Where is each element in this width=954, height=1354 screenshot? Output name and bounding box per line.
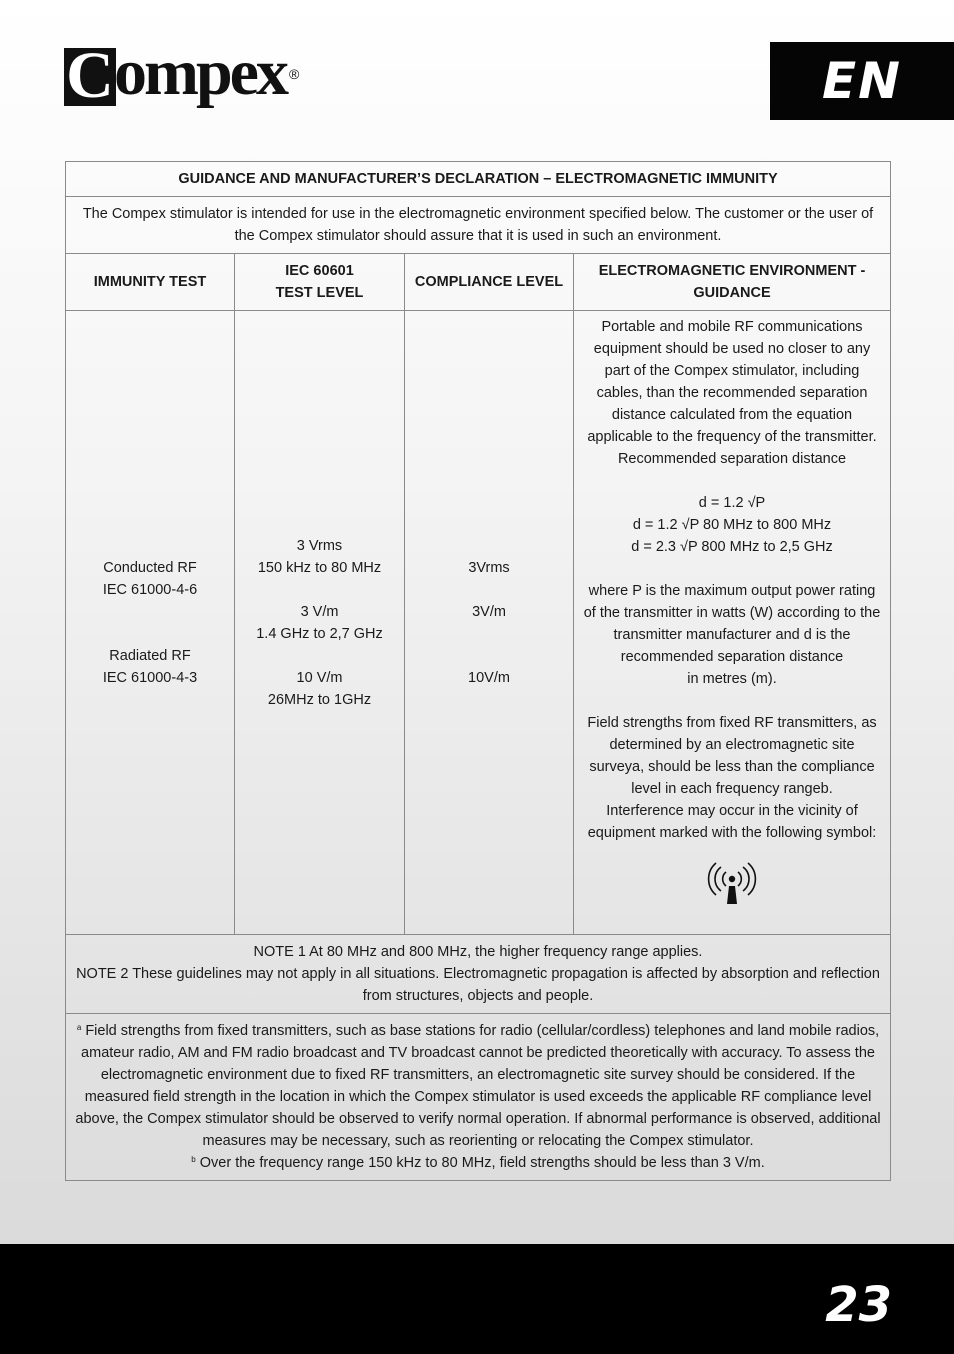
equation-1: d = 1.2 √P (698, 495, 766, 511)
emc-immunity-table (65, 161, 891, 1181)
header-test-level-line1: IEC 60601 (285, 263, 354, 279)
footnote-a (75, 1023, 880, 1149)
footnote-b (191, 1155, 764, 1171)
test-level-cell (235, 311, 405, 935)
registered-mark: ® (288, 66, 300, 82)
equation-3: d = 2.3 √P 800 MHz to 2,5 GHz (631, 539, 833, 555)
header-test-level-line2: TEST LEVEL (275, 285, 364, 301)
immunity-test-cell (66, 311, 235, 935)
note-1: NOTE 1 At 80 MHz and 800 MHz, the higher frequency range applies. (253, 944, 703, 960)
footnote-b-text: Over the frequency range 150 kHz to 80 MHz, field strengths should be less than 3 V/m. (199, 1155, 765, 1171)
level1-value: 3 Vrms (296, 537, 343, 554)
compex-logo (64, 36, 300, 120)
footnotes-cell (66, 1014, 891, 1181)
footnotes-row (66, 1014, 891, 1181)
footnote-b-mark: b (191, 1155, 196, 1164)
guidance-paragraph-1: Portable and mobile RF communications equipment should be used no closer to any part of the Compex stimulator, including cables, than the recommended separation distance calculated from the equation applicable to the frequency of the transmitter. (587, 319, 877, 445)
compliance3-value: 10V/m (468, 669, 510, 686)
header-test-level (235, 254, 405, 311)
header-immunity-test: IMMUNITY TEST (66, 254, 235, 311)
compliance-level-cell (405, 311, 574, 935)
conducted-rf-standard: IEC 61000-4-6 (102, 581, 198, 598)
footnote-a-text: Field strengths from fixed transmitters, such as base stations for radio (cellular/cordless) telephones and land mobile radios, amateur radio, AM and FM radio broadcast and TV broadcast cannot be predicted theoretically with accuracy. To assess the electromagnetic environment due to fixed RF transmitters, an electromagnetic site survey should be considered. If the measured field strength in the location in which the Compex stimulator is used exceeds the applicable RF compliance level above, the Compex stimulator should be observed to verify normal operation. If abnormal performance is observed, additional measures may be necessary, such as reorienting or relocating the Compex stimulator. (75, 1023, 881, 1149)
notes-cell (66, 935, 891, 1014)
radiated-rf-standard: IEC 61000-4-3 (102, 669, 198, 686)
level3-value: 10 V/m (296, 669, 343, 686)
table-title: GUIDANCE AND MANUFACTURER’S DECLARATION – ELECTROMAGNETIC IMMUNITY (66, 162, 891, 197)
level2-range: 1.4 GHz to 2,7 GHz (256, 625, 383, 642)
environment-guidance-cell (574, 311, 891, 935)
note-2: NOTE 2 These guidelines may not apply in all situations. Electromagnetic propagation is affected by absorption and reflection from structures, objects and people. (76, 966, 880, 1004)
guidance-paragraph-3: Field strengths from fixed RF transmitters, as determined by an electromagnetic site surveya, should be less than the compliance level in each frequency rangeb. (587, 715, 877, 797)
header-compliance-level: COMPLIANCE LEVEL (405, 254, 574, 311)
compliance1-value: 3Vrms (468, 559, 510, 576)
conducted-rf-label: Conducted RF (103, 559, 197, 576)
compliance2-value: 3V/m (472, 603, 506, 620)
level2-value: 3 V/m (300, 603, 339, 620)
recommended-distance-label: Recommended separation distance (617, 451, 847, 467)
table-title-row (66, 162, 891, 197)
header-environment-guidance: ELECTROMAGNETIC ENVIRONMENT - GUIDANCE (574, 254, 891, 311)
logo-letter-c: C (64, 48, 116, 106)
equation-2: d = 1.2 √P 80 MHz to 800 MHz (632, 517, 832, 533)
guidance-paragraph-4: Interference may occur in the vicinity of equipment marked with the following symbol: (587, 803, 877, 841)
logo-wordmark: ompex (114, 36, 286, 109)
guidance-paragraph-2-end: in metres (m). (687, 671, 777, 687)
footnote-a-mark: a (76, 1023, 82, 1032)
table-intro-row (66, 197, 891, 254)
footer-bar (0, 1244, 954, 1354)
table-header-row (66, 254, 891, 311)
page-number: 23 (825, 1277, 892, 1333)
level3-range: 26MHz to 1GHz (267, 691, 372, 708)
table-row (66, 311, 891, 935)
language-tab: EN (770, 42, 954, 120)
radiated-rf-label: Radiated RF (109, 647, 191, 664)
non-ionizing-radiation-icon (707, 862, 757, 908)
table-intro: The Compex stimulator is intended for use in the electromagnetic environment specified below. The customer or the user of the Compex stimulator should assure that it is used in such an environment. (66, 197, 891, 254)
guidance-paragraph-2: where P is the maximum output power rating of the transmitter in watts (W) according to the transmitter manufacturer and d is the recommended separation distance (583, 583, 881, 665)
level1-range: 150 kHz to 80 MHz (257, 559, 382, 576)
notes-row (66, 935, 891, 1014)
